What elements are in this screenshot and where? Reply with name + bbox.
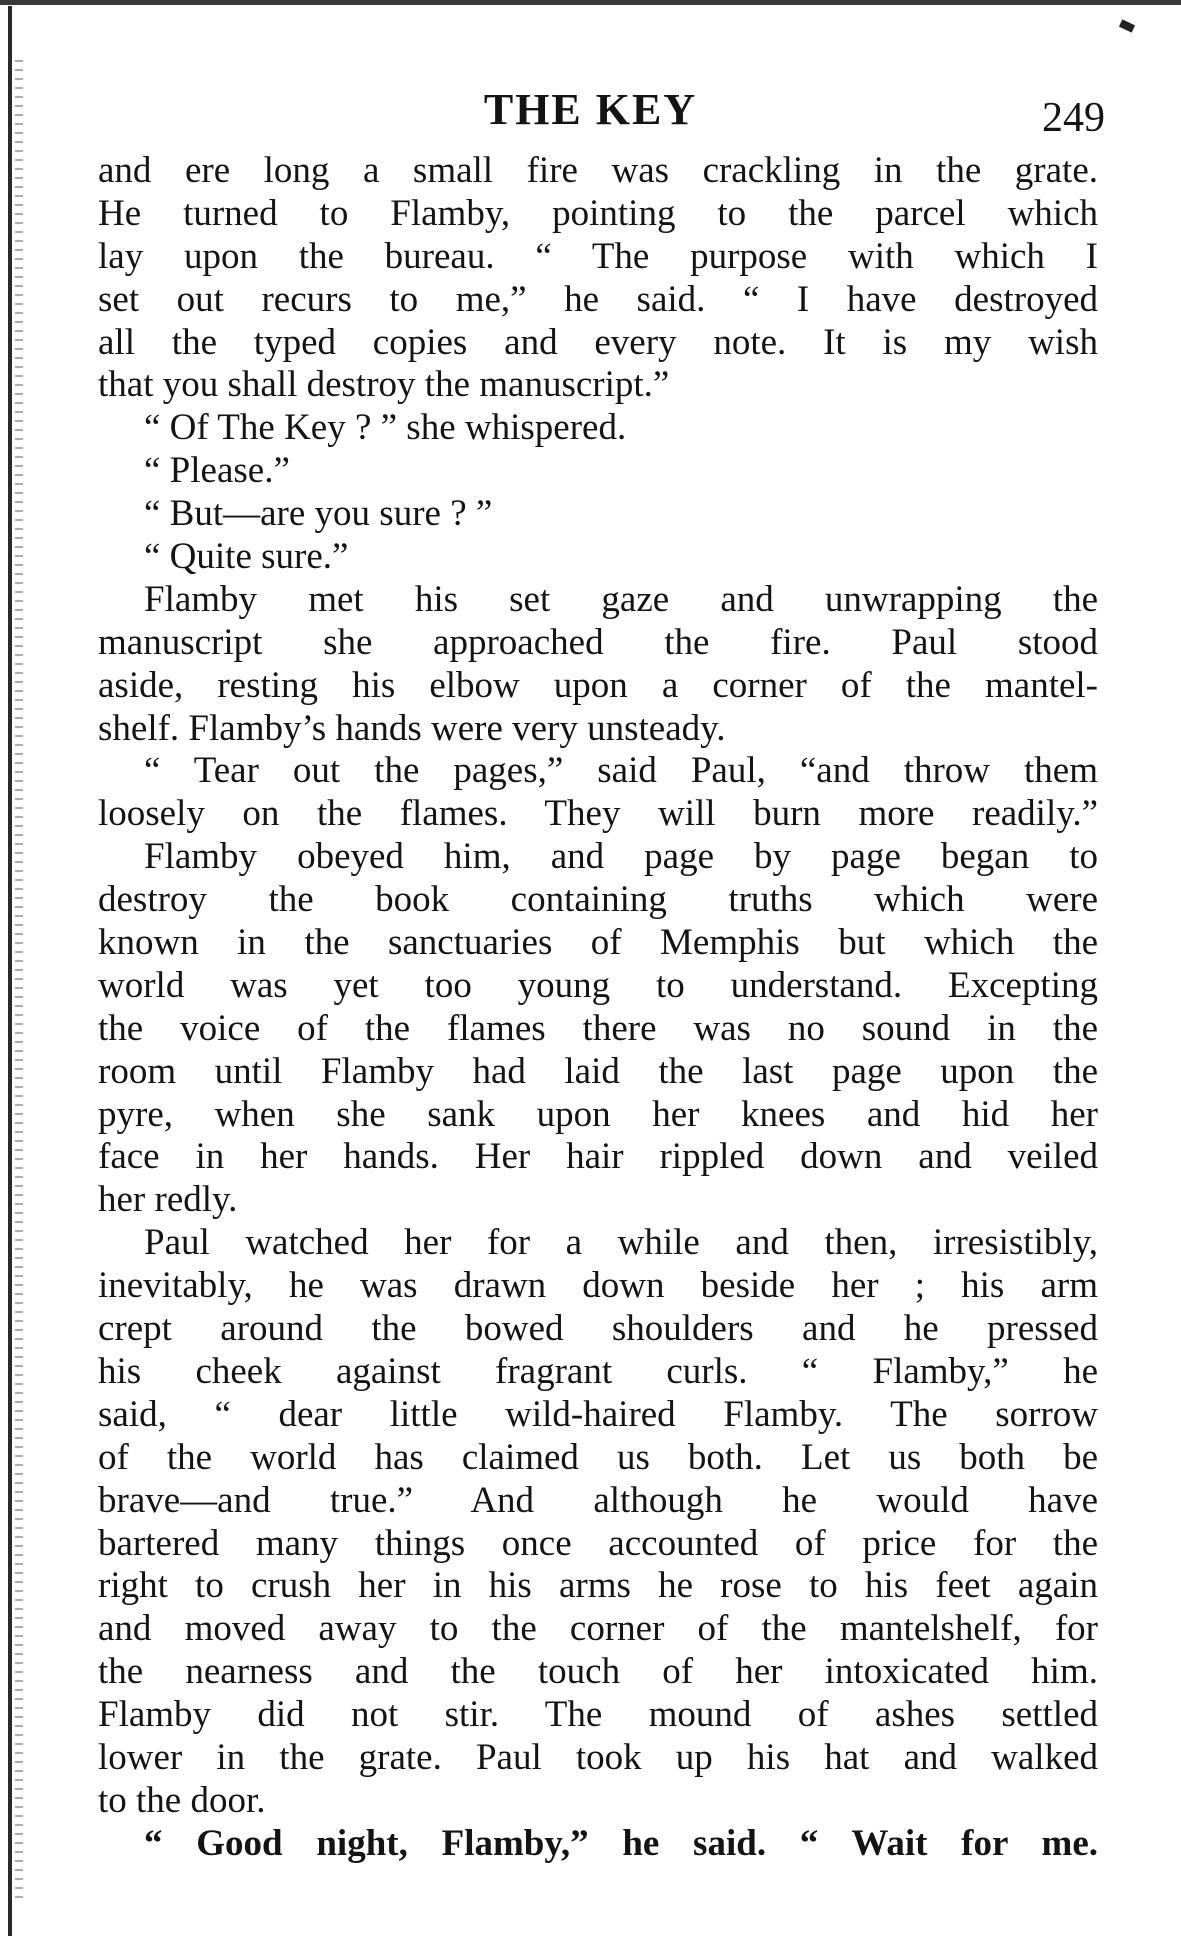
page-number: 249 (1042, 95, 1105, 141)
text-line: inevitably, he was drawn down beside her ; his arm (98, 1265, 1098, 1307)
text-line: “ Of The Key ? ” she whispered. (144, 407, 627, 449)
text-line: and moved away to the corner of the mantelshelf, for (98, 1608, 1098, 1650)
text-line: said, “ dear little wild-haired Flamby. The sorrow (98, 1393, 1098, 1435)
running-title: THE KEY (483, 85, 698, 134)
text-line: right to crush her in his arms he rose to his feet again (98, 1565, 1098, 1607)
body-text (98, 150, 1098, 1866)
text-line: “ But—are you sure ? ” (144, 493, 493, 535)
text-line: brave—and true.” And although he would have (98, 1479, 1098, 1521)
text-line: crept around the bowed shoulders and he pressed (98, 1308, 1098, 1350)
text-line: of the world has claimed us both. Let us both be (98, 1436, 1098, 1478)
text-line: known in the sanctuaries of Memphis but which the (98, 922, 1098, 964)
text-line: that you shall destroy the manuscript.” (98, 364, 670, 406)
binding-gutter (0, 0, 30, 1948)
gutter-scan-speckle (15, 60, 23, 1900)
gutter-edge-line (8, 6, 12, 1936)
text-line: and ere long a small fire was crackling in the grate. (98, 150, 1098, 191)
text-line: destroy the book containing truths which were (98, 879, 1098, 921)
text-line: Flamby obeyed him, and page by page began to (144, 836, 1098, 878)
text-line: “ Please.” (144, 450, 290, 492)
text-line: manuscript she approached the fire. Paul stood (98, 621, 1098, 663)
text-line: shelf. Flamby’s hands were very unsteady. (98, 707, 726, 749)
text-line: Flamby did not stir. The mound of ashes settled (98, 1694, 1098, 1736)
text-line: his cheek against fragrant curls. “ Flamby,” he (98, 1350, 1098, 1392)
text-line: He turned to Flamby, pointing to the parcel which (98, 192, 1098, 234)
text-line: face in her hands. Her hair rippled down and veiled (98, 1136, 1098, 1178)
text-line: Paul watched her for a while and then, irresistibly, (144, 1222, 1098, 1264)
text-line: “ Tear out the pages,” said Paul, “and throw them (144, 750, 1098, 792)
text-line: the nearness and the touch of her intoxicated him. (98, 1651, 1098, 1693)
text-line: “ Quite sure.” (144, 536, 349, 578)
text-line: the voice of the flames there was no sound in the (98, 1007, 1098, 1049)
text-line: “ Good night, Flamby,” he said. “ Wait for me. (144, 1822, 1098, 1864)
text-line: set out recurs to me,” he said. “ I have destroyed (98, 278, 1098, 320)
text-line: her redly. (98, 1179, 238, 1221)
text-line: loosely on the flames. They will burn more readily.” (98, 793, 1098, 835)
page-header (0, 84, 1181, 144)
text-line: lay upon the bureau. “ The purpose with which I (98, 235, 1098, 277)
text-line: pyre, when she sank upon her knees and hid her (98, 1093, 1098, 1135)
page-top-edge (0, 0, 1181, 5)
text-line: bartered many things once accounted of price for the (98, 1522, 1098, 1564)
text-line: world was yet too young to understand. Excepting (98, 964, 1098, 1006)
text-line: room until Flamby had laid the last page upon the (98, 1050, 1098, 1092)
text-line: Flamby met his set gaze and unwrapping the (144, 578, 1098, 620)
text-line: all the typed copies and every note. It is my wish (98, 321, 1098, 363)
text-line: lower in the grate. Paul took up his hat and walked (98, 1736, 1098, 1778)
text-line: to the door. (98, 1779, 266, 1821)
scan-corner-mark (1119, 19, 1135, 32)
text-line: aside, resting his elbow upon a corner of the mantel- (98, 664, 1098, 706)
